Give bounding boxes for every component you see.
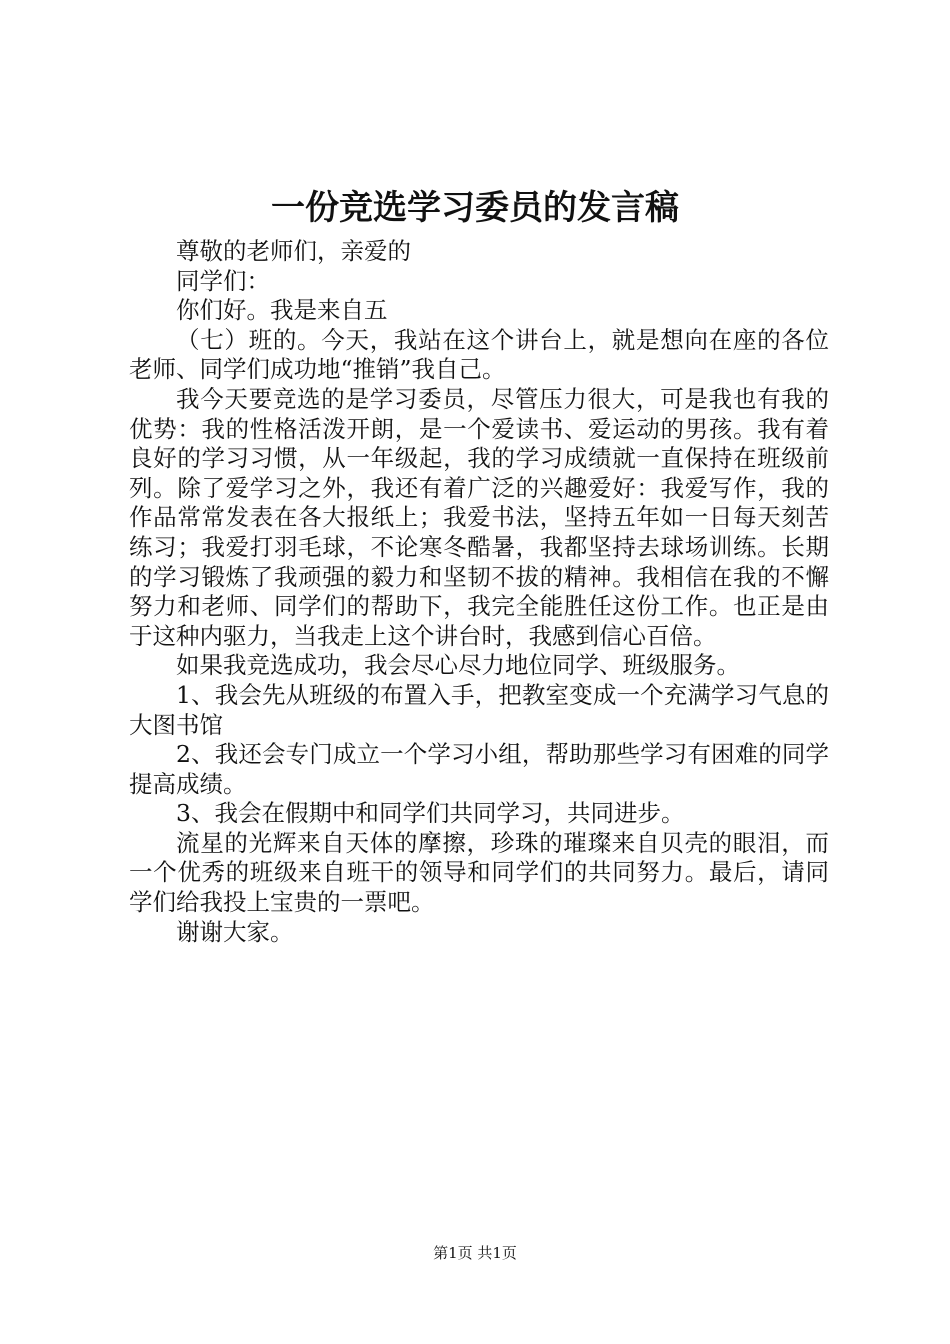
paragraph-greeting-1: 尊敬的老师们，亲爱的: [176, 237, 411, 265]
paragraph-strengths: 我今天要竞选的是学习委员，尽管压力很大，可是我也有我的优势：我的性格活泼开朗，是一个爱读书、爱运动的男孩。我有着良好的学习习惯，从一年级起，我的学习成绩就一直保持在班级前列。除了爱学习之外，我还有着广泛的兴趣爱好：我爱写作，我的作品常常发表在各大报纸上；我爱书法，坚持五年如一日每天刻苦练习；我爱打羽毛球，不论寒冬酷暑，我都坚持去球场训练。长期的学习锻炼了我顽强的毅力和坚韧不拔的精神。我相信在我的不懈努力和老师、同学们的帮助下，我完全能胜任这份工作。也正是由于这种内驱力，当我走上这个讲台时，我感到信心百倍。: [129, 384, 829, 650]
paragraph-closing: 流星的光辉来自天体的摩擦，珍珠的璀璨来自贝壳的眼泪，而一个优秀的班级来自班干的领导和同学们的共同努力。最后，请同学们给我投上宝贵的一票吧。: [129, 828, 829, 917]
page-footer: 第1页 共1页: [433, 1244, 517, 1262]
paragraph-promise: 如果我竞选成功，我会尽心尽力地位同学、班级服务。: [176, 651, 740, 680]
paragraph-intro-2: （七）班的。今天，我站在这个讲台上，就是想向在座的各位老师、同学们成功地“推销”我自己。: [129, 325, 829, 384]
document-title: 一份竞选学习委员的发言稿: [271, 188, 679, 228]
paragraph-plan-2: 2、我还会专门成立一个学习小组，帮助那些学习有困难的同学提高成绩。: [129, 740, 829, 798]
paragraph-intro-1: 你们好。我是来自五: [176, 296, 388, 325]
paragraph-plan-3: 3、我会在假期中和同学们共同学习，共同进步。: [176, 799, 685, 828]
document-body: [129, 237, 829, 947]
paragraph-greeting-2: 同学们：: [176, 266, 270, 295]
paragraph-thanks: 谢谢大家。: [176, 917, 294, 946]
paragraph-plan-1: 1、我会先从班级的布置入手，把教室变成一个充满学习气息的大图书馆: [129, 680, 829, 739]
